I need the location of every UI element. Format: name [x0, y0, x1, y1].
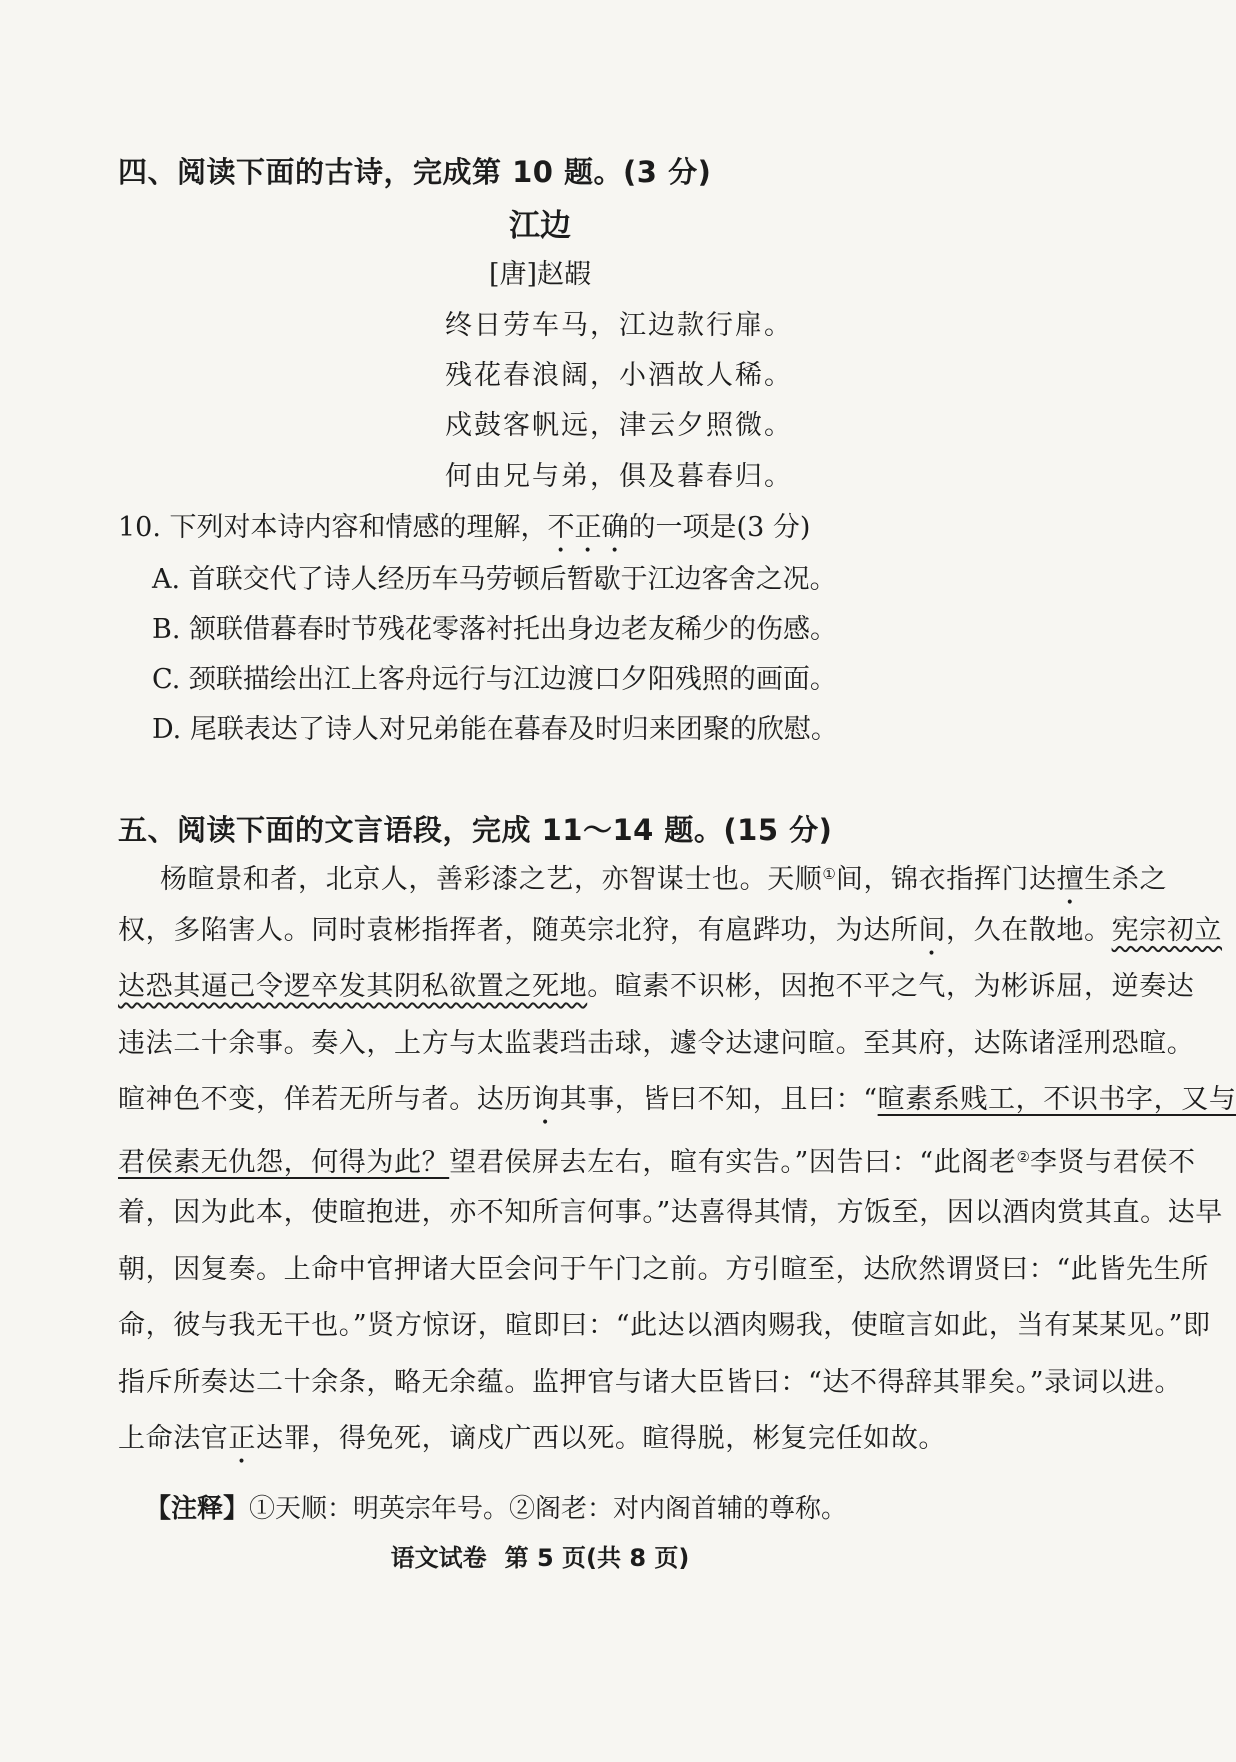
poem-line-1: 终日劳车马，江边款行扉。 [445, 310, 793, 341]
annotation-tag: 【注释】 [145, 1494, 250, 1524]
passage-line-7: 着，因为此本，使暄抱进，亦不知所言何事。”达喜得其情，方饭至，因以酒肉赏其直。达早 [118, 1197, 1223, 1228]
dotted-word-jian: 间 [918, 914, 947, 946]
passage-line-11: 上命法官正达罪，得免死，谪戍广西以死。暄得脱，彬复完任如故。 [118, 1423, 947, 1454]
question-10-option-a: A. 首联交代了诗人经历车马劳顿后暂歇于江边客舍之况。 [152, 564, 837, 595]
wavy-underlined-sentence-part-2: 达恐其逼己令逻卒发其阴私欲置之死地 [118, 971, 588, 1002]
footer-subject: 语文试卷 [390, 1544, 487, 1572]
annotation-text: ①天顺：明英宗年号。②阁老：对内阁首辅的尊称。 [249, 1494, 848, 1524]
page-footer [0, 1538, 1080, 1573]
question-10-option-c: C. 颈联描绘出江上客舟远行与江边渡口夕阳残照的画面。 [152, 664, 837, 695]
underlined-sentence-part-1: 暄素系贱工，不识书字，又与 [877, 1084, 1236, 1115]
passage-line-5: 暄神色不变，佯若无所与者。达历询其事，皆曰不知，且曰：“暄素系贱工，不识书字，又与 [118, 1084, 1236, 1115]
passage-line-6: 君侯素无仇怨，何得为此？望君侯屏去左右，暄有实告。”因告曰：“此阁老②李贤与君侯不 [118, 1146, 1196, 1178]
underlined-sentence-part-2: 君侯素无仇怨，何得为此？ [118, 1146, 450, 1178]
passage-line-9: 命，彼与我无干也。”贤方惊讶，暄即曰：“此达以酒肉赐我，使暄言如此，当有某某见。”即 [118, 1310, 1211, 1341]
question-10-option-d: D. 尾联表达了诗人对兄弟能在暮春及时归来团聚的欣慰。 [152, 714, 838, 745]
footnote-marker-2: ② [1016, 1147, 1030, 1166]
dotted-word-zheng: 正 [228, 1423, 257, 1454]
section-5-heading: 五、阅读下面的文言语段，完成 11～14 题。(15 分) [118, 813, 833, 847]
question-10-option-b: B. 颔联借暮春时节残花零落衬托出身边老友稀少的伤感。 [152, 614, 838, 645]
passage-line-2: 权，多陷害人。同时袁彬指挥者，随英宗北狩，有扈跸功，为达所间，久在散地。宪宗初立 [118, 914, 1223, 946]
poem-author: [唐]赵嘏 [488, 259, 592, 290]
poem-line-4: 何由兄与弟，俱及暮春归。 [445, 461, 793, 492]
classical-passage [118, 852, 1236, 1474]
question-10-stem-before: 10. 下列对本诗内容和情感的理解， [118, 512, 548, 543]
passage-line-3: 达恐其逼己令逻卒发其阴私欲置之死地。暄素不识彬，因抱不平之气，为彬诉屈，逆奏达 [118, 971, 1195, 1002]
passage-line-8: 朝，因复奏。上命中官押诸大臣会问于午门之前。方引暄至，达欣然谓贤曰：“此皆先生所 [118, 1253, 1209, 1285]
question-10-stem-after: 的一项是(3 分) [628, 512, 811, 543]
poem-line-2: 残花春浪阔，小酒故人稀。 [445, 360, 793, 391]
passage-line-10: 指斥所奏达二十余条，略无余蕴。监押官与诸大臣皆曰：“达不得辞其罪矣。”录词以进。 [118, 1366, 1183, 1398]
footer-page-number: 第 5 页(共 8 页) [504, 1544, 690, 1572]
question-10-stem [118, 505, 810, 559]
dotted-word-shan: 擅 [1056, 864, 1085, 895]
annotation-note [145, 1488, 847, 1525]
passage-line-1: 杨暄景和者，北京人，善彩漆之艺，亦智谋士也。天顺①间，锦衣指挥门达擅生杀之 [160, 864, 1168, 895]
poem-line-3: 戍鼓客帆远，津云夕照微。 [445, 410, 793, 441]
dotted-word-xun: 询 [532, 1084, 560, 1115]
passage-line-4: 违法二十余事。奏入，上方与太监裴珰击球，遽令达逮问暄。至其府，达陈诸淫刑恐暄。 [118, 1027, 1195, 1059]
question-10-emphasis: 不正确 [547, 512, 629, 543]
section-4-heading: 四、阅读下面的古诗，完成第 10 题。(3 分) [118, 155, 712, 189]
wavy-underlined-sentence-part-1: 宪宗初立 [1111, 914, 1223, 946]
footnote-marker-1: ① [822, 865, 836, 883]
poem-title: 江边 [509, 208, 571, 244]
